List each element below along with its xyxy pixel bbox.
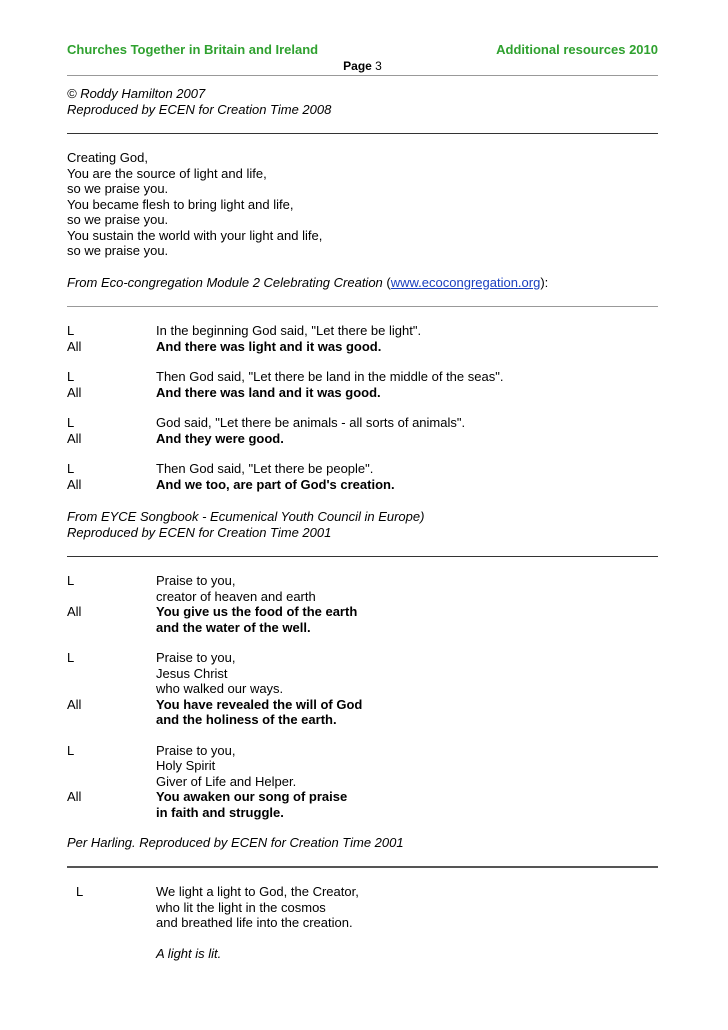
credit-eyce xyxy=(67,509,658,540)
litany-row xyxy=(67,604,658,620)
leader-line: We light a light to God, the Creator, xyxy=(156,884,359,899)
litany-row xyxy=(67,477,658,493)
prayer-line: You became flesh to bring light and life, xyxy=(67,196,294,212)
response-line: You give us the food of the earth xyxy=(156,604,358,619)
speaker-all: All xyxy=(67,789,82,804)
litany-row xyxy=(67,712,658,728)
response-line: and the water of the well. xyxy=(156,619,311,635)
section-divider xyxy=(67,133,658,134)
leader-line: Then God said, "Let there be land in the middle of the seas". xyxy=(156,369,504,384)
page-number-value: 3 xyxy=(375,59,382,73)
ecocongregation-link[interactable]: www.ecocongregation.org xyxy=(390,275,541,290)
page-label: Page xyxy=(343,59,372,73)
litany-row xyxy=(67,915,658,931)
litany-light xyxy=(67,323,658,492)
litany-row xyxy=(67,697,658,713)
leader-line: Jesus Christ xyxy=(156,665,228,681)
leader-line: In the beginning God said, "Let there be light". xyxy=(156,323,422,338)
response-line: And we too, are part of God's creation. xyxy=(156,476,395,492)
source-eco-congregation xyxy=(67,275,658,291)
leader-line: Then God said, "Let there be people". xyxy=(156,461,374,476)
response-line: And there was light and it was good. xyxy=(156,338,382,354)
section-divider xyxy=(67,556,658,557)
leader-line: Praise to you, xyxy=(156,650,236,665)
rubric-line: A light is lit. xyxy=(156,945,222,961)
leader-line: Praise to you, xyxy=(156,742,236,758)
response-line: And there was land and it was good. xyxy=(156,384,381,400)
leader-line: creator of heaven and earth xyxy=(156,588,316,604)
speaker-leader: L xyxy=(67,461,75,476)
speaker-all: All xyxy=(67,338,82,354)
speaker-leader: L xyxy=(67,573,75,588)
speaker-all: All xyxy=(67,696,82,712)
header-resource-title: Additional resources 2010 xyxy=(496,42,658,57)
speaker-leader: L xyxy=(67,415,75,430)
litany-row xyxy=(67,415,658,431)
litany-praise xyxy=(67,573,658,820)
prayer-line: so we praise you. xyxy=(67,212,169,227)
source-text: From Eco-congregation Module 2 Celebrating Creation xyxy=(67,275,383,290)
litany-row xyxy=(67,323,658,339)
litany-row xyxy=(67,774,658,790)
litany-row xyxy=(67,573,658,589)
source-paren-close: ): xyxy=(540,275,549,290)
response-line: And they were good. xyxy=(156,430,284,446)
prayer-line: You are the source of light and life, xyxy=(67,165,267,181)
header-divider xyxy=(67,75,658,76)
litany-row xyxy=(67,900,658,916)
speaker-leader: L xyxy=(67,369,75,384)
prayer-creating-god xyxy=(67,150,658,259)
credit-hamilton xyxy=(67,86,658,117)
credit-line: © Roddy Hamilton 2007 xyxy=(67,86,206,101)
litany-row xyxy=(67,884,658,900)
litany-row xyxy=(67,650,658,666)
page-number xyxy=(67,59,658,73)
prayer-line: Creating God, xyxy=(67,150,148,165)
response-line: and the holiness of the earth. xyxy=(156,712,337,727)
litany-row xyxy=(67,385,658,401)
litany-row xyxy=(67,666,658,682)
header-organisation: Churches Together in Britain and Ireland xyxy=(67,42,319,57)
leader-line: God said, "Let there be animals - all sorts of animals". xyxy=(156,415,466,430)
leader-line: who walked our ways. xyxy=(156,681,284,696)
litany-row xyxy=(67,431,658,447)
leader-line: Giver of Life and Helper. xyxy=(156,773,297,789)
credit-line: From EYCE Songbook - Ecumenical Youth Council in Europe) xyxy=(67,509,425,524)
litany-row xyxy=(67,369,658,385)
section-divider xyxy=(67,866,658,868)
litany-light-a-light xyxy=(67,884,658,961)
speaker-leader: L xyxy=(67,650,75,665)
speaker-all: All xyxy=(67,604,82,619)
response-line: You have revealed the will of God xyxy=(156,696,363,712)
litany-row xyxy=(67,805,658,821)
credit-line: Reproduced by ECEN for Creation Time 2008 xyxy=(67,101,332,117)
speaker-leader: L xyxy=(67,323,75,338)
litany-row xyxy=(67,743,658,759)
leader-line: and breathed life into the creation. xyxy=(156,915,353,930)
credit-line: Reproduced by ECEN for Creation Time 2001 xyxy=(67,524,332,540)
source-paren-open: ( xyxy=(382,275,391,290)
litany-row xyxy=(67,461,658,477)
litany-row xyxy=(67,620,658,636)
litany-row xyxy=(67,946,658,962)
leader-line: Holy Spirit xyxy=(156,758,216,773)
speaker-leader: L xyxy=(67,742,75,758)
litany-row xyxy=(67,339,658,355)
speaker-all: All xyxy=(67,430,82,446)
litany-row xyxy=(67,589,658,605)
speaker-all: All xyxy=(67,476,82,492)
credit-harling: Per Harling. Reproduced by ECEN for Creation Time 2001 xyxy=(67,835,404,850)
prayer-line: You sustain the world with your light and life, xyxy=(67,227,323,243)
speaker-all: All xyxy=(67,384,82,400)
section-divider xyxy=(67,306,658,307)
response-line: in faith and struggle. xyxy=(156,804,284,820)
leader-line: who lit the light in the cosmos xyxy=(156,899,326,915)
page-header xyxy=(67,42,658,58)
litany-row xyxy=(67,758,658,774)
prayer-line: so we praise you. xyxy=(67,181,169,196)
litany-row xyxy=(67,681,658,697)
response-line: You awaken our song of praise xyxy=(156,789,348,804)
litany-row xyxy=(67,789,658,805)
speaker-leader: L xyxy=(76,884,84,899)
prayer-line: so we praise you. xyxy=(67,243,169,258)
leader-line: Praise to you, xyxy=(156,573,236,588)
